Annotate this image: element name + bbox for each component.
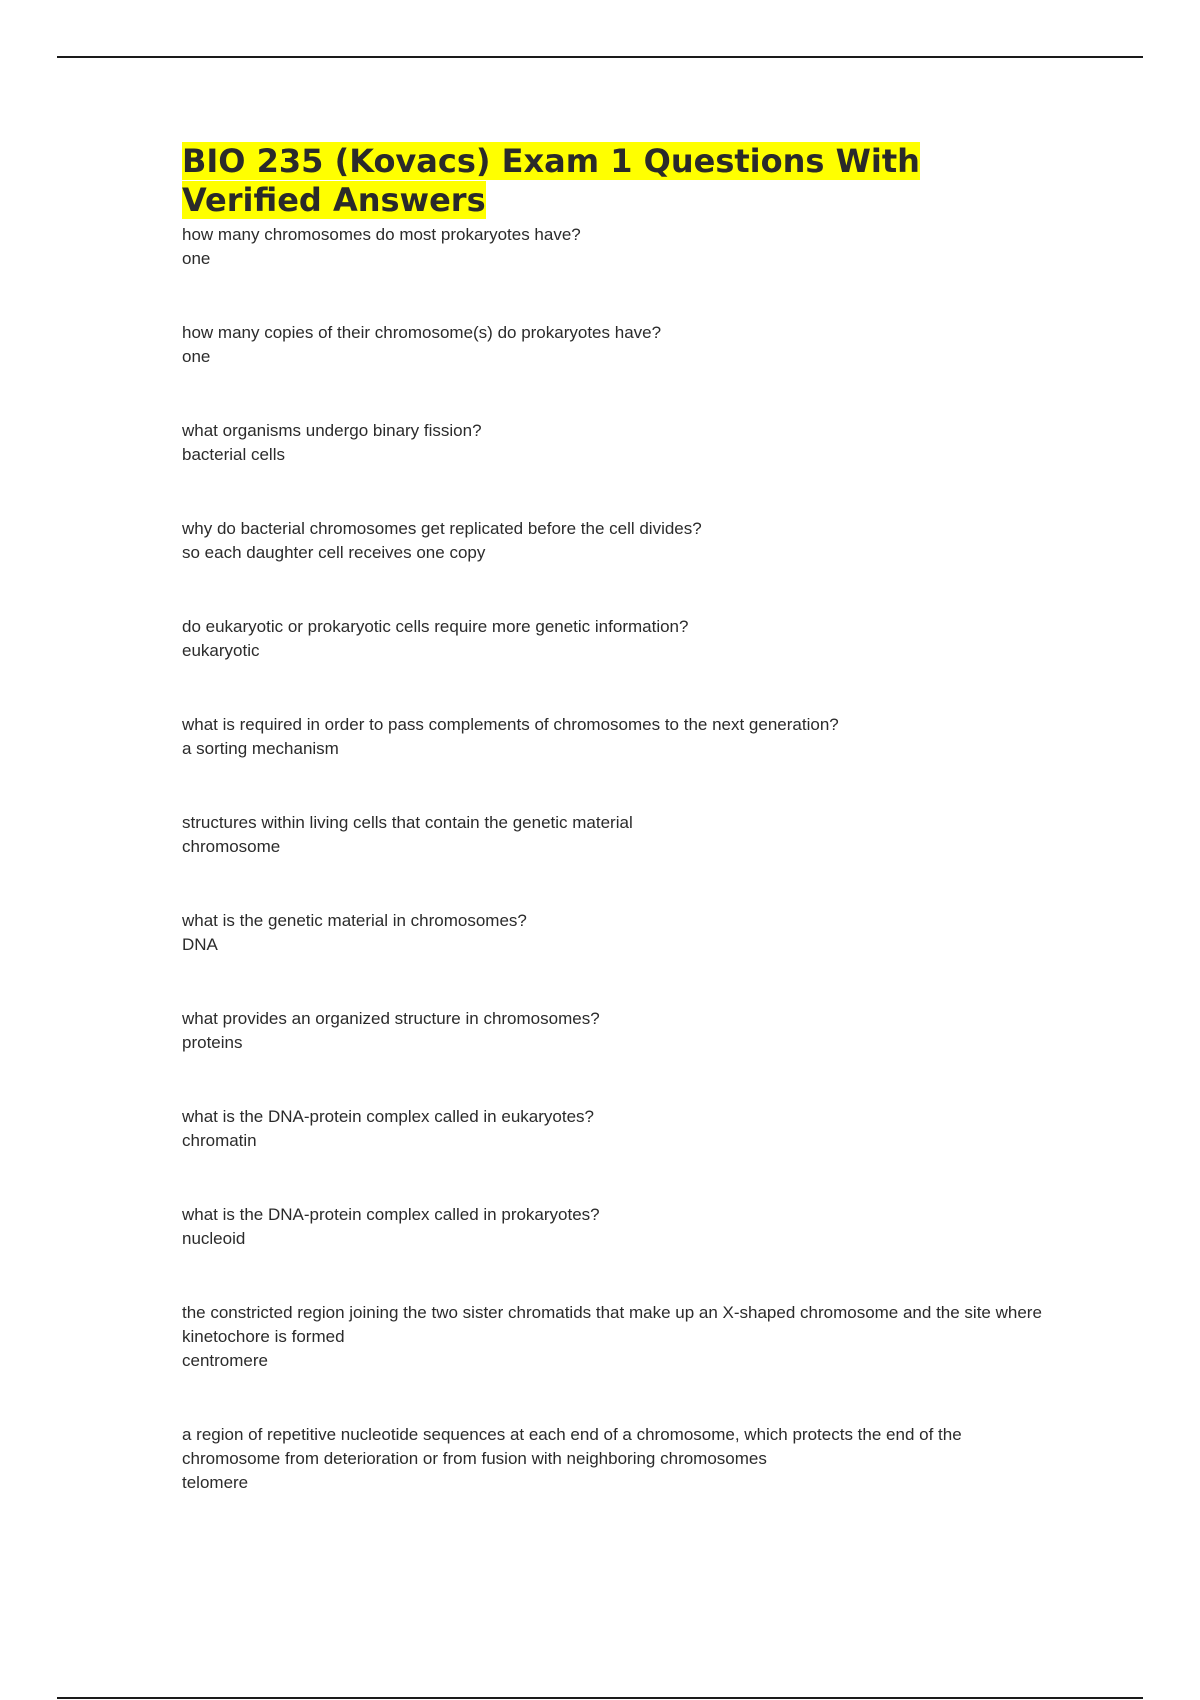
question-text: a region of repetitive nucleotide sequences at each end of a chromosome, which protects the end of the chromosome from deterioration or from fusion with neighboring chromosomes (182, 1425, 962, 1468)
qa-item (182, 615, 1042, 663)
answer-text: bacterial cells (182, 445, 285, 464)
question-text: do eukaryotic or prokaryotic cells require more genetic information? (182, 617, 689, 636)
question-text: structures within living cells that contain the genetic material (182, 813, 633, 832)
bottom-rule (57, 1697, 1143, 1699)
qa-item (182, 909, 1042, 957)
qa-item (182, 419, 1042, 467)
answer-text: one (182, 347, 211, 366)
answer-text: a sorting mechanism (182, 739, 339, 758)
qa-item (182, 811, 1042, 859)
question-text: what is the DNA-protein complex called in prokaryotes? (182, 1205, 600, 1224)
document-title (182, 142, 1042, 220)
qa-item (182, 1203, 1042, 1251)
qa-item (182, 1105, 1042, 1153)
answer-text: chromatin (182, 1131, 257, 1150)
question-text: why do bacterial chromosomes get replicated before the cell divides? (182, 519, 702, 538)
qa-item (182, 713, 1042, 761)
question-text: how many chromosomes do most prokaryotes have? (182, 225, 581, 244)
qa-item (182, 517, 1042, 565)
answer-text: nucleoid (182, 1229, 246, 1248)
answer-text: DNA (182, 935, 218, 954)
question-text: what is the DNA-protein complex called in eukaryotes? (182, 1107, 594, 1126)
question-text: what provides an organized structure in chromosomes? (182, 1009, 600, 1028)
question-text: what is the genetic material in chromosomes? (182, 911, 527, 930)
document-body (182, 142, 1042, 1495)
question-text: how many copies of their chromosome(s) do prokaryotes have? (182, 323, 662, 342)
qa-item (182, 1423, 1042, 1495)
answer-text: eukaryotic (182, 641, 260, 660)
answer-text: one (182, 249, 211, 268)
qa-item (182, 1301, 1042, 1373)
document-title-text: BIO 235 (Kovacs) Exam 1 Questions With Verified Answers (182, 142, 920, 219)
question-text: what organisms undergo binary fission? (182, 421, 482, 440)
question-text: the constricted region joining the two sister chromatids that make up an X-shaped chromosome and the site where kinetochore is formed (182, 1303, 1042, 1346)
top-rule (57, 56, 1143, 58)
answer-text: proteins (182, 1033, 243, 1052)
qa-item (182, 321, 1042, 369)
answer-text: so each daughter cell receives one copy (182, 543, 486, 562)
question-text: what is required in order to pass complements of chromosomes to the next generation? (182, 715, 839, 734)
answer-text: telomere (182, 1473, 249, 1492)
answer-text: chromosome (182, 837, 281, 856)
qa-item (182, 223, 1042, 271)
answer-text: centromere (182, 1351, 268, 1370)
qa-item (182, 1007, 1042, 1055)
